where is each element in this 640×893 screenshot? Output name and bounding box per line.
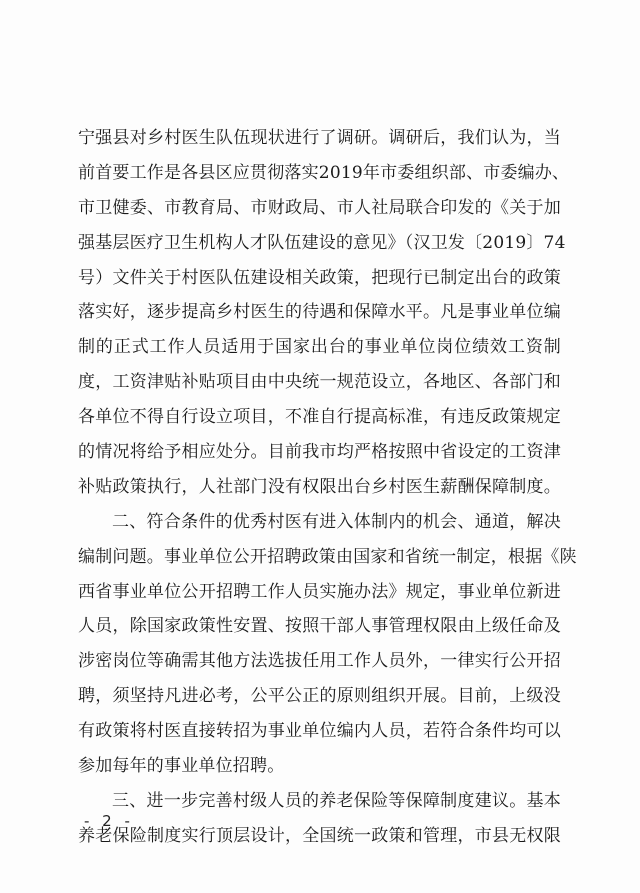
text-line: 的情况将给予相应处分。目前我市均严格按照中省设定的工资津 [78,442,561,463]
paragraph-3 [78,784,561,854]
text-line: 度，工资津贴补贴项目由中央统一规范设立，各地区、各部门和 [78,372,561,393]
text-line: 市卫健委、市教育局、市财政局、市人社局联合印发的《关于加 [78,197,561,218]
text-line: 有政策将村医直接转招为事业单位编内人员，若符合条件均可以 [78,721,561,742]
text-line: 前首要工作是各县区应贯彻落实2019年市委组织部、市委编办、 [78,162,570,183]
text-line: 三、进一步完善村级人员的养老保险等保障制度建议。基本 [112,790,561,811]
text-line: 聘，须坚持凡进必考，公平公正的原则组织开展。目前，上级没 [78,686,561,707]
text-line: 参加每年的事业单位招聘。 [78,756,285,777]
text-line: 编制问题。事业单位公开招聘政策由国家和省统一制定，根据《陕 [78,546,577,567]
text-line: 制的正式工作人员适用于国家出台的事业单位岗位绩效工资制 [78,337,561,358]
text-line: 落实好，逐步提高乡村医生的待遇和保障水平。凡是事业单位编 [78,302,561,323]
text-line: 养老保险制度实行顶层设计，全国统一政策和管理，市县无权限 [78,825,561,846]
paragraph-1 [78,121,570,505]
text-line: 强基层医疗卫生机构人才队伍建设的意见》（汉卫发〔2019〕74 [78,232,566,253]
text-line: 补贴政策执行，人社部门没有权限出台乡村医生薪酬保障制度。 [78,476,561,497]
text-line: 号）文件关于村医队伍建设相关政策，把现行已制定出台的政策 [78,267,561,288]
body-text [78,121,577,854]
paragraph-2 [78,505,577,784]
page-number: - 2 - [84,812,134,830]
text-line: 西省事业单位公开招聘工作人员实施办法》规定，事业单位新进 [78,581,561,602]
text-line: 二、符合条件的优秀村医有进入体制内的机会、通道，解决 [112,511,561,532]
text-line: 宁强县对乡村医生队伍现状进行了调研。调研后，我们认为，当 [78,128,561,148]
text-line: 人员，除国家政策性安置、按照干部人事管理权限由上级任命及 [78,616,561,637]
text-line: 各单位不得自行设立项目，不准自行提高标准，有违反政策规定 [78,407,561,428]
text-line: 涉密岗位等确需其他方法选拔任用工作人员外，一律实行公开招 [78,651,561,672]
